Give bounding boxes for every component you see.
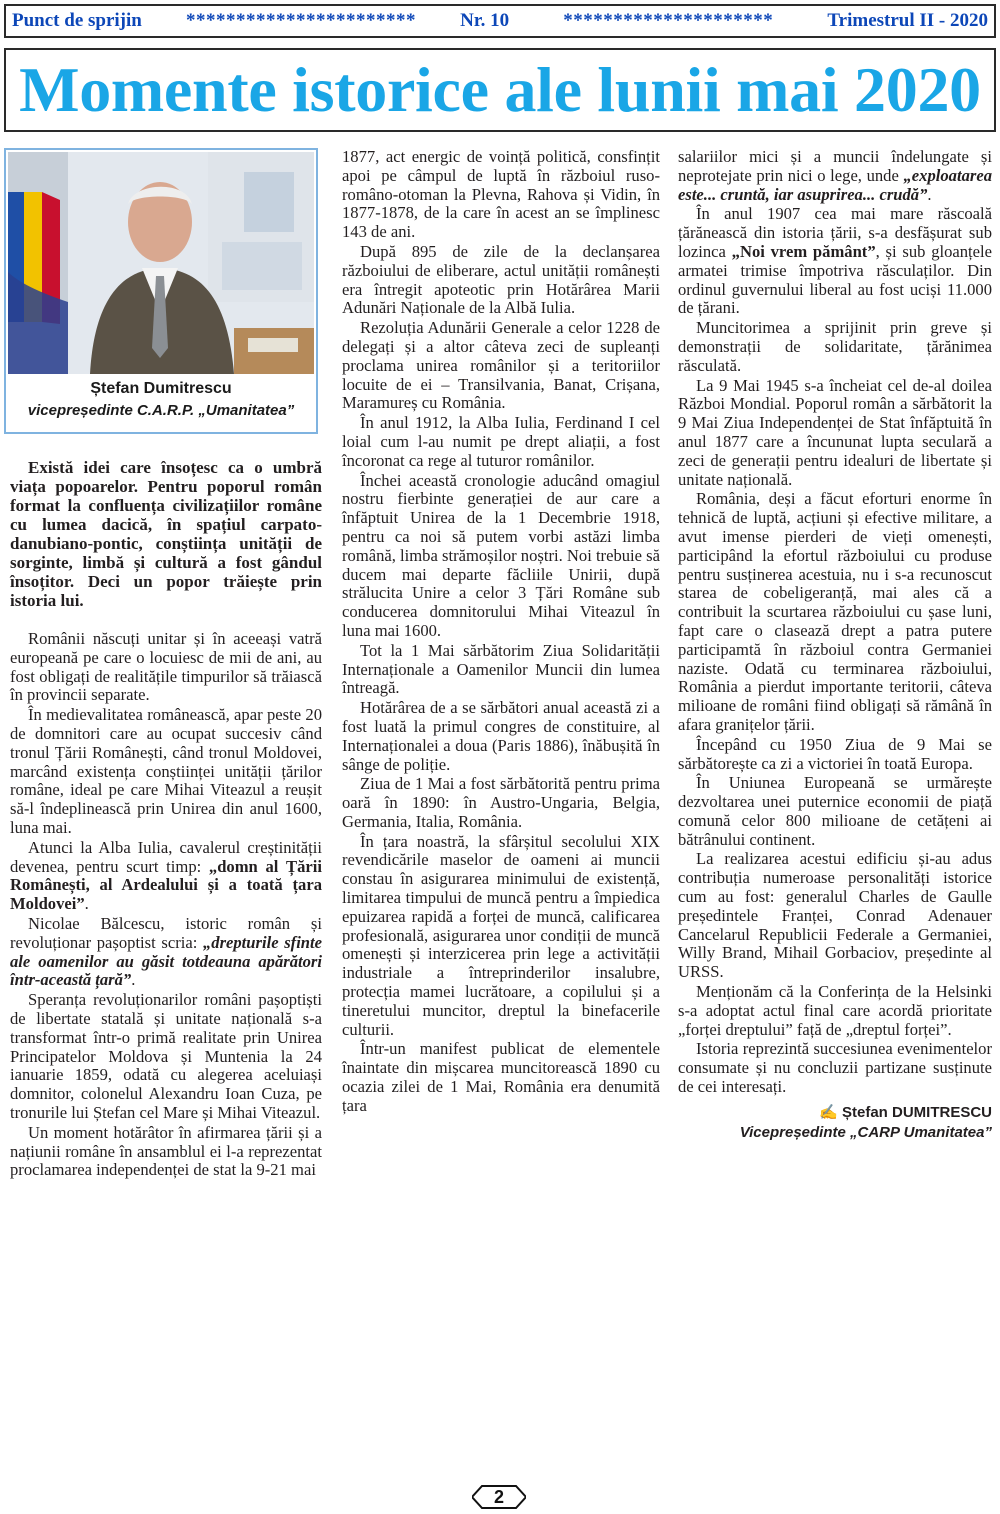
paragraph: Speranța revoluționarilor români pașoptiști de libertate statală și unitate națională s-a transformat într-o primă realitate prin Unirea Principatelor Moldova și Muntenia la 24 ianuarie 1859, odată cu alegerea aceluiași domnitor, colonelul Alexandru Ioan Cuza, pe tronurile lui Ștefan cel Mare și Mihai Viteazul.: [10, 990, 322, 1122]
masthead-separator-left: ***********************: [186, 10, 417, 31]
author-photo-illustration: [8, 152, 314, 374]
author-photo: [8, 152, 314, 374]
pen-icon: ✍: [819, 1103, 838, 1121]
paragraph: [678, 205, 992, 318]
author-photo-frame: [4, 148, 318, 434]
quote-bold: „domn al Țării Românești, al Ardealului și a toată țara Moldovei”: [10, 856, 322, 914]
masthead-separator-right: *********************: [563, 10, 774, 31]
paragraph: [10, 915, 322, 990]
paragraph: Tot la 1 Mai sărbătorim Ziua Solidarității Internaționale a Oamenilor Muncii din lumea întreagă.: [342, 640, 660, 698]
column-2: [342, 148, 660, 1116]
publication-name: Punct de sprijin: [12, 10, 142, 31]
paragraph-end: .: [927, 184, 932, 204]
column-1: [10, 458, 322, 1180]
paragraph: După 895 de zile de la declanșarea războiului de eliberare, actul unității românești era întregit apoteotic prin Hotărârea Marii Adunări Naționale de la Albă Iulia.: [342, 241, 660, 318]
author-signature: [678, 1103, 992, 1143]
masthead-bar: [4, 4, 996, 38]
paragraph: [678, 148, 992, 204]
paragraph: Hotărârea de a se sărbători anual această zi a fost luată la primul congres de constituire, al Internaționalei a doua (Paris 1886), înăbușită în sânge de poliție.: [342, 698, 660, 774]
paragraph: Muncitorimea a sprijinit prin greve și demonstrații de solidaritate, țărănimea răsculată.: [678, 318, 992, 375]
paragraph: Începând cu 1950 Ziua de 9 Mai se sărbătorește ca zi a victoriei în toată Europa.: [678, 734, 992, 773]
paragraph: La 9 Mai 1945 s-a încheiat cel de-al doilea Război Mondial. Poporul român a sărbătorit la 9 Mai Ziua Independenței de Stat înfăptuită în anul 1877 care a încununat lupta seculară a zeci de generații pentru idealuri de libertate și unitate națională.: [678, 375, 992, 489]
signature-name: Ștefan DUMITRESCU: [841, 1103, 992, 1121]
paragraph: La realizarea acestui edificiu și-au adus contribuția numeroase personalități istorice cum au fost: generalul Charles de Gaulle președintele Franței, Conrad Adenauer Cancelarul Republicii Federale a Germaniei, Willy Brand, Mihail Gorbaciov, președinte al URSS.: [678, 849, 992, 982]
paragraph-text: Atunci la Alba Iulia, cavalerul creștinității devenea, pentru scurt timp:: [10, 837, 322, 876]
lead-paragraph: Există idei care însoțesc ca o umbră viața popoarelor. Pentru poporul român format la confluența civilizațiilor române cu lumea dacică, în spațiul carpato-danubiano-pontic, conștiința unității de sorginte, limbă și cultură a fost gândul însoțitor. Deci un popor trăiește prin istoria lui.: [10, 458, 322, 610]
paragraph: România, deși a făcut eforturi enorme în tehnică de luptă, acțiuni și efective militare, a avut imense pierderi de vieți omenești, participând la efortul războiului cu produse pentru susținerea acestuia, nu i s-a recunoscut starea de cobeligeranță, mai ales că a contribuit la scurtarea războiului cu șase luni, fapt care o clasează drept a patra putere participamtă în războiul contra Germaniei naziste. Odată cu terminarea războiului, România a pierdut importante teritorii, câteva milioane de români fiind obligați să rămână în afara granițelor țării.: [678, 489, 992, 734]
issue-number: Nr. 10: [460, 10, 510, 31]
paragraph: În țara noastră, la sfârșitul secolului XIX revendicările maselor de oameni ai muncii constau în asigurarea minimului de existență, limitarea timpului de muncă pentru a împiedica epuizarea rapidă a forței de muncă, calificarea profesională, asigurarea unor condiții de muncă omenești și interzicerea prin lege a activității industriale a întreprinderilor insalubre, protecția mamei lucrătoare, a copilului și a tineretului muncitor, dreptul la binefacerile culturii.: [342, 831, 660, 1039]
paragraph: Închei această cronologie aducând omagiul nostru fierbinte generației de aur care a înfăptuit Unirea de la 1 Decembrie 1918, pentru ca noi să putem vorbi astăzi limba română, limba strămoșilor noștri. Noi trebuie să ducem mai departe făcliile Unirii, după strălucita Unire a celor 3 Țări Române sub conducerea domnitorului Mihai Viteazul în luna mai 1600.: [342, 470, 660, 640]
paragraph-end: , și sub gloanțele armatei trimise împotriva răsculaților. Din ordinul guvernului liberal au fost uciși 11.000 de țărani.: [678, 241, 993, 318]
quote-bold-italic: „exploatarea este... cruntă, iar asuprirea... crudă”: [678, 165, 992, 204]
caption-role: vicepreședinte C.A.R.P. „Umanitatea”: [27, 402, 295, 419]
page-number-badge: [472, 1484, 526, 1510]
column-3: [678, 148, 992, 1143]
paragraph: Rezoluția Adunării Generale a celor 1228 de delegați și a altor câteva zeci de supleanți proclama unirea românilor și a teritoriilor locuite de ei – Transilvania, Banat, Crișana, Maramureș cu România.: [342, 318, 660, 413]
signature-role: Vicepreședinte „CARP Umanitatea”: [739, 1123, 992, 1141]
paragraph-text: salariilor mici și a muncii îndelungate și neprotejate prin nici o lege, unde: [678, 147, 992, 185]
paragraph: Ziua de 1 Mai a fost sărbătorită pentru prima oară în 1890: în Austro-Ungaria, Belgia, Germania, Italia, România.: [342, 774, 660, 831]
photo-caption: [6, 378, 316, 422]
paragraph: 1877, act energic de voință politică, consfințit apoi pe câmpul de luptă în războiul ruso-româno-otoman la Plevna, Rahova și Vidin, în 1877-1878, de la care în acest an se împlinesc 143 de ani.: [342, 147, 660, 242]
article-title: Momente istorice ale lunii mai 2020: [19, 54, 981, 125]
caption-name: Ștefan Dumitrescu: [90, 380, 232, 397]
paragraph: Un moment hotărâtor în afirmarea țării și a națiunii române în ansamblul ei l-a reprezentat proclamarea independenței de stat la 9-21 mai: [10, 1122, 322, 1180]
paragraph: Menționăm că la Conferința de la Helsinki s-a adoptat actul final care acordă prioritate „forței dreptului” față de „dreptul forței”.: [678, 982, 992, 1039]
paragraph: În anul 1912, la Alba Iulia, Ferdinand I cel loial cum l-au numit pe drept aliații, a fost încoronat ca rege al tuturor românilor.: [342, 413, 660, 470]
paragraph: [10, 839, 322, 914]
paragraph-end: .: [131, 970, 136, 990]
quote-bold-italic: „drepturile sfinte ale oamenilor au găsit totdeauna apărători într-această țară”: [10, 932, 323, 990]
paragraph-text: În anul 1907 cea mai mare răscoală țărănească din istoria țării, s-a desfășurat sub lozinca: [678, 204, 992, 261]
paragraph: Într-un manifest publicat de elementele înaintate din mișcarea muncitorească 1890 cu ocazia zilei de 1 Mai, România era denumită țara: [342, 1039, 660, 1115]
page-number: 2: [493, 1486, 504, 1507]
paragraph: Istoria reprezintă succesiunea evenimentelor consumate și nu concluzii partizane susținute de cei interesați.: [678, 1039, 992, 1097]
paragraph-end: .: [84, 894, 89, 914]
issue-quarter: Trimestrul II - 2020: [827, 10, 989, 31]
article-title-box: [4, 48, 996, 132]
paragraph-text: Nicolae Bălcescu, istoric român și revoluționar pașoptist scria:: [10, 913, 322, 952]
slogan-bold: „Noi vrem pământ”: [731, 241, 876, 261]
paragraph: În medievalitatea românească, apar peste 20 de domnitori care au ocupat succesiv când tronul Țării Românești, când tronul Moldovei, marcând existența conștiinței unității țărilor române, ideal pe care Mihai Viteazul a reușit să-l îndeplinească prin Unirea din anul 1600, luna mai.: [10, 705, 322, 837]
paragraph: Românii născuți unitar și în aceeași vatră europeană pe care o locuiesc de mii de ani, au fost obligați de realitățile timpurilor să trăiască în provincii separate.: [10, 629, 322, 705]
paragraph: În Uniunea Europeană se urmărește dezvoltarea unei puternice economii de piață comună celor 800 milioane de cetățeni ai bătrânului continent.: [678, 773, 992, 849]
